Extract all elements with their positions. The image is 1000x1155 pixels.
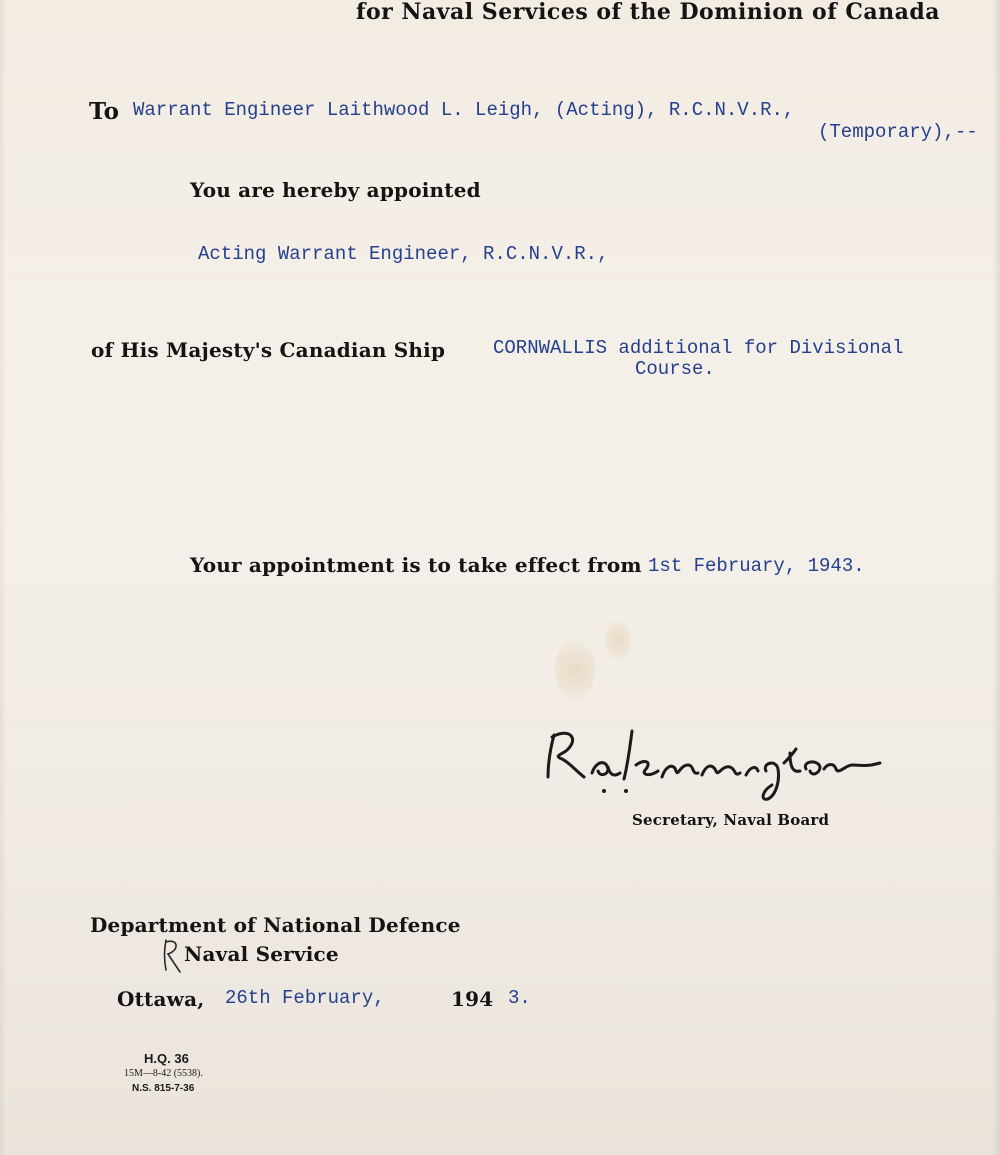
department-name: Department of National Defence: [90, 913, 461, 937]
effective-label: Your appointment is to take effect from: [190, 553, 642, 577]
paper-edge-right: [992, 0, 1000, 1155]
issue-place: Ottawa,: [117, 987, 205, 1011]
addressee-name: Warrant Engineer Laithwood L. Leigh, (Acting), R.C.N.V.R.,: [133, 99, 795, 121]
handwritten-initial: [160, 936, 184, 974]
appointment-rank: Acting Warrant Engineer, R.C.N.V.R.,: [198, 243, 609, 265]
paper-fold: [0, 585, 1000, 588]
issue-year-printed: 194: [451, 987, 494, 1011]
ship-label: of His Majesty's Canadian Ship: [91, 338, 446, 362]
ship-name: CORNWALLIS additional for Divisional: [493, 337, 904, 359]
addressee-status: (Temporary),--: [818, 121, 978, 143]
appointment-intro: You are hereby appointed: [190, 178, 481, 202]
signature: [540, 725, 940, 805]
stain: [555, 640, 595, 700]
form-code-ns: N.S. 815-7-36: [132, 1083, 195, 1094]
issue-year-typed: 3.: [508, 987, 531, 1009]
ship-course: Course.: [635, 358, 715, 380]
addressee-prefix: To: [89, 98, 120, 125]
stain: [605, 620, 631, 660]
paper-fold: [0, 270, 1000, 273]
issue-date: 26th February,: [225, 987, 385, 1009]
service-name: Naval Service: [184, 942, 339, 966]
form-code-print: 15M—8-42 (5538).: [124, 1068, 203, 1079]
effective-date: 1st February, 1943.: [648, 555, 865, 577]
signature-title: Secretary, Naval Board: [632, 811, 830, 829]
document-header: for Naval Services of the Dominion of Canada: [356, 0, 940, 25]
paper-edge-left: [0, 0, 6, 1155]
form-code-hq: H.Q. 36: [144, 1051, 189, 1066]
